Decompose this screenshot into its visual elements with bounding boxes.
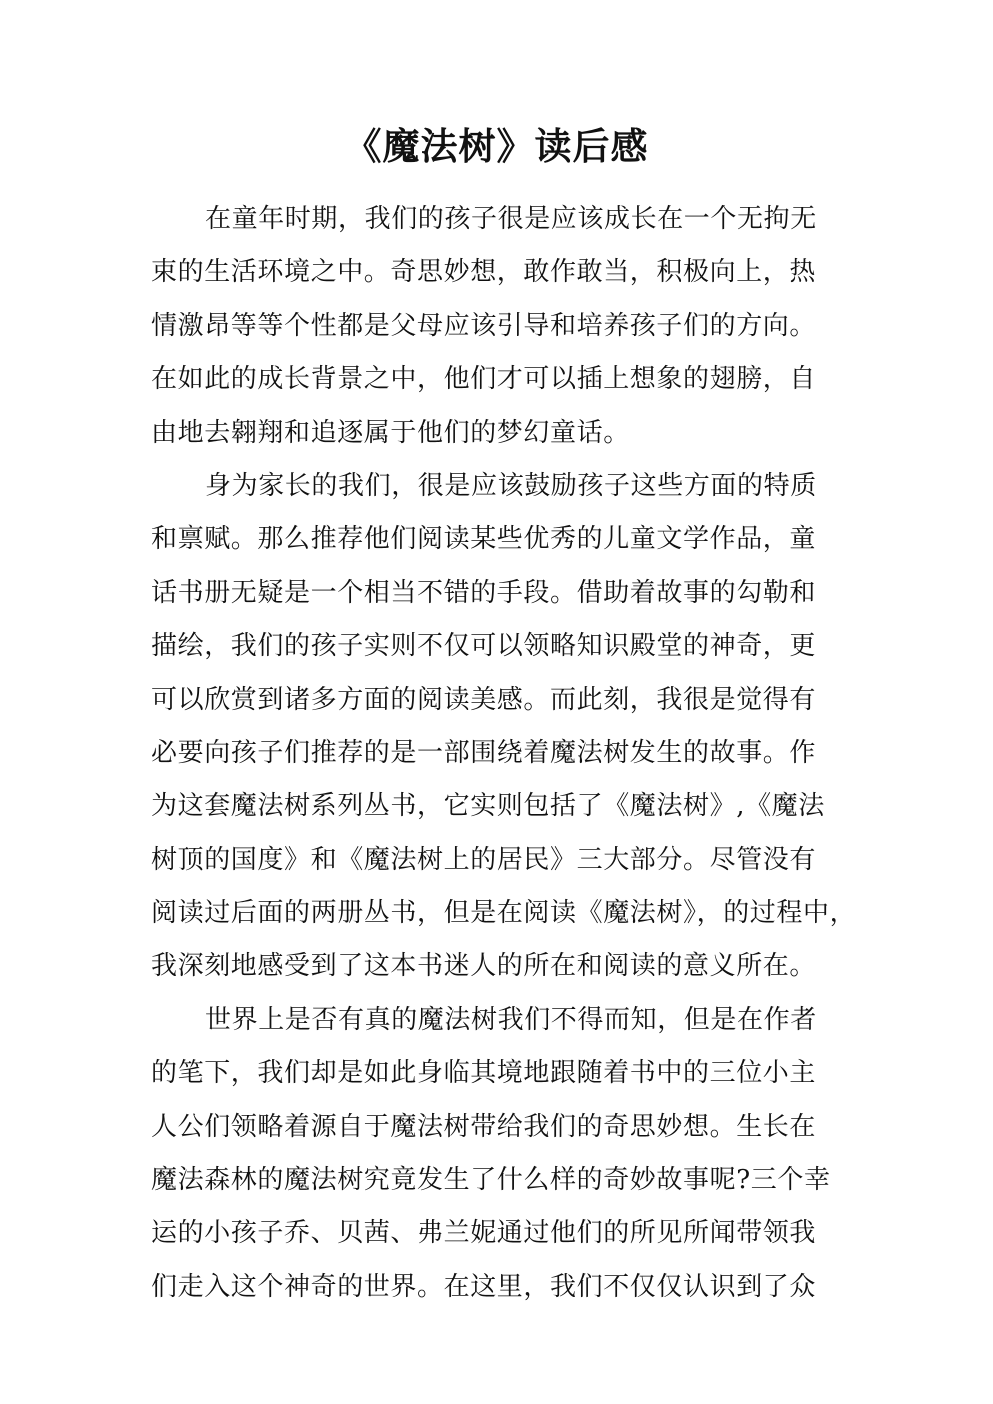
paragraph-3-line-1: 世界上是否有真的魔法树我们不得而知，但是在作者 <box>205 1004 817 1035</box>
paragraph-2-line-2: 和禀赋。那么推荐他们阅读某些优秀的儿童文学作品，童 <box>151 524 817 555</box>
paragraph-1-line-3: 情激昂等等个性都是父母应该引导和培养孩子们的方向。 <box>151 310 817 341</box>
paragraph-2-line-3: 话书册无疑是一个相当不错的手段。借助着故事的勾勒和 <box>151 577 817 608</box>
paragraph-2-line-5: 可以欣赏到诸多方面的阅读美感。而此刻，我很是觉得有 <box>151 684 817 715</box>
paragraph-2-line-7: 为这套魔法树系列丛书，它实则包括了《魔法树》,《魔法 <box>151 791 825 822</box>
paragraph-1-line-4: 在如此的成长背景之中，他们才可以插上想象的翅膀，自 <box>151 364 817 395</box>
paragraph-1-line-1: 在童年时期，我们的孩子很是应该成长在一个无拘无 <box>205 204 817 234</box>
paragraph-3-line-5: 运的小孩子乔、贝茜、弗兰妮通过他们的所见所闻带领我 <box>151 1218 817 1249</box>
document-body <box>151 193 857 1314</box>
paragraph-2-line-10: 我深刻地感受到了这本书迷人的所在和阅读的意义所在。 <box>151 951 817 982</box>
paragraph-2-line-8: 树顶的国度》和《魔法树上的居民》三大部分。尽管没有 <box>151 844 817 875</box>
paragraph-2-line-6: 必要向孩子们推荐的是一部围绕着魔法树发生的故事。作 <box>151 737 817 768</box>
paragraph-3-line-6: 们走入这个神奇的世界。在这里，我们不仅仅认识到了众 <box>151 1271 817 1302</box>
document-title: 《魔法树》读后感 <box>344 124 649 168</box>
paragraph-3-line-3: 人公们领略着源自于魔法树带给我们的奇思妙想。生长在 <box>151 1111 817 1142</box>
paragraph-1-line-2: 束的生活环境之中。奇思妙想，敢作敢当，积极向上，热 <box>151 257 817 288</box>
paragraph-2-line-9: 阅读过后面的两册丛书，但是在阅读《魔法树》，的过程中， <box>151 898 857 929</box>
paragraph-1-line-5: 由地去翱翔和追逐属于他们的梦幻童话。 <box>151 417 630 448</box>
paragraph-2-line-4: 描绘，我们的孩子实则不仅可以领略知识殿堂的神奇，更 <box>151 631 817 662</box>
paragraph-3-line-2: 的笔下，我们却是如此身临其境地跟随着书中的三位小主 <box>151 1058 817 1089</box>
paragraph-3-line-4: 魔法森林的魔法树究竟发生了什么样的奇妙故事呢?三个幸 <box>151 1165 831 1196</box>
paragraph-2-line-1: 身为家长的我们，很是应该鼓励孩子这些方面的特质 <box>205 470 817 501</box>
